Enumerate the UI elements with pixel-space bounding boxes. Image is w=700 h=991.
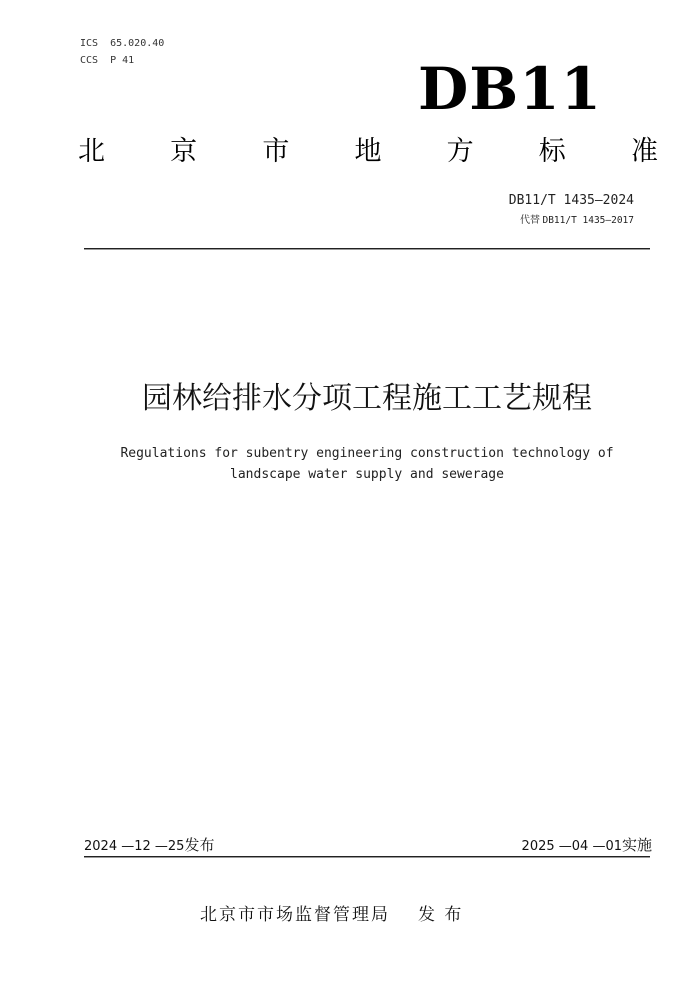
english-title-line-1: Regulations for subentry engineering construction technology of bbox=[120, 446, 614, 461]
standard-type-char: 地 bbox=[354, 136, 382, 167]
issue-date bbox=[84, 836, 214, 856]
replaces-label: 代替 bbox=[519, 215, 540, 226]
replaces-code: DB11/T 1435—2017 bbox=[542, 215, 634, 226]
bottom-divider bbox=[84, 856, 650, 858]
standard-type-char: 准 bbox=[630, 136, 658, 167]
english-title bbox=[0, 443, 700, 485]
issuer-line bbox=[200, 904, 463, 926]
standard-type-char: 京 bbox=[170, 136, 198, 167]
standard-type-heading bbox=[78, 134, 658, 170]
chinese-title: 园林给排水分项工程施工工艺规程 bbox=[142, 381, 592, 416]
issue-date-suffix: 发布 bbox=[184, 836, 215, 854]
standard-type-char: 市 bbox=[262, 136, 290, 167]
implementation-date-suffix: 实施 bbox=[621, 836, 652, 854]
standard-number: DB11/T 1435—2024 bbox=[508, 193, 634, 208]
issuer-name: 北京市市场监督管理局 bbox=[200, 905, 390, 925]
standard-type-char: 标 bbox=[538, 136, 566, 167]
issuer-action: 发 布 bbox=[418, 905, 464, 925]
db11-logo: DB11 bbox=[417, 55, 602, 123]
ccs-code: CCS P 41 bbox=[80, 55, 135, 66]
issue-date-value: 2024 —12 —25 bbox=[84, 839, 185, 854]
standard-type-char: 方 bbox=[446, 136, 474, 167]
ics-code: ICS 65.020.40 bbox=[80, 38, 165, 49]
replaces-line bbox=[520, 214, 634, 228]
standard-type-char: 北 bbox=[78, 136, 105, 167]
implementation-date bbox=[522, 836, 652, 856]
top-divider bbox=[84, 248, 650, 250]
implementation-date-value: 2025 —04 —01 bbox=[521, 839, 622, 854]
english-title-line-2: landscape water supply and sewerage bbox=[230, 467, 504, 482]
